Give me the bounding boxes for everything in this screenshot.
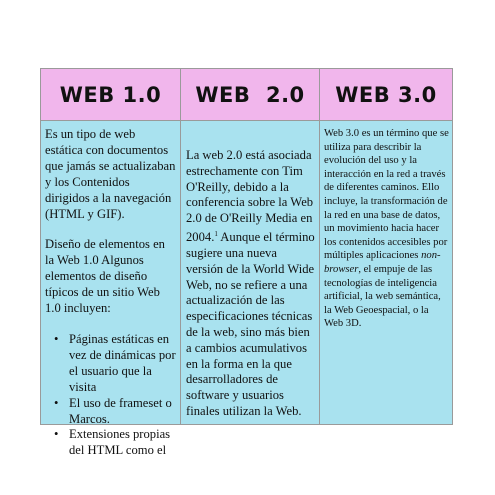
web1-bullet-list	[45, 332, 176, 459]
list-item: • Extensiones propias del HTML como el	[45, 427, 176, 459]
header-web3	[320, 69, 452, 121]
web2-text-end: Aunque el término sugiere una nueva versión de la World Wide Web, no se refiere a una actualización de las especificaciones técnicas de la web, sino más bien a cambios acumulativos en la forma en la que desarrolladores de software y usuarios finales utilizan la Web.	[186, 230, 315, 418]
list-item: • Páginas estáticas en vez de dinámicas por el usuario que la visita	[45, 332, 176, 396]
header-web1	[41, 69, 181, 121]
header-web2-title: WEB 2.0	[195, 82, 305, 107]
list-item: • El uso de frameset o Marcos.	[45, 396, 176, 428]
web3-paragraph	[324, 127, 449, 331]
web3-text-start: Web 3.0 es un término que se utiliza para describir la evolución del uso y la interacción en la red a través de diferentes caminos. Ello incluye, la transformación de la red en una base de datos, un movimiento hacia hacer los contenidos accesibles por múltiples aplicaciones	[324, 128, 449, 262]
header-web1-title: WEB 1.0	[59, 82, 162, 107]
header-web2	[181, 69, 320, 121]
web3-cell	[320, 121, 452, 424]
web3-text-end: , el empuje de las tecnologías de inteligencia artificial, la web semántica, la Web Geoespacial, o la Web 3D.	[324, 263, 441, 330]
web1-paragraph: Diseño de elementos en la Web 1.0 Algunos elementos de diseño típicos de un sitio Web 1.0 incluyen:	[45, 237, 165, 316]
web2-cell	[181, 121, 320, 424]
comparison-table	[40, 68, 453, 458]
web2-text-start: La web 2.0 está asociada estrechamente con Tim O'Reilly, debido a la conferencia sobre la Web 2.0 de O'Reilly Media en 2004.	[186, 148, 314, 245]
web3-italic-term: non-browser	[324, 250, 441, 275]
web1-cell	[41, 121, 181, 458]
header-web3-title: WEB 3.0	[335, 82, 437, 107]
web2-paragraph	[186, 148, 316, 420]
web1-paragraph: Es un tipo de web estática con documentos que jamás se actualizaban y los Contenidos dirigidos a la navegación (HTML y GIF).	[45, 127, 176, 221]
footnote-marker: 1	[214, 229, 218, 238]
